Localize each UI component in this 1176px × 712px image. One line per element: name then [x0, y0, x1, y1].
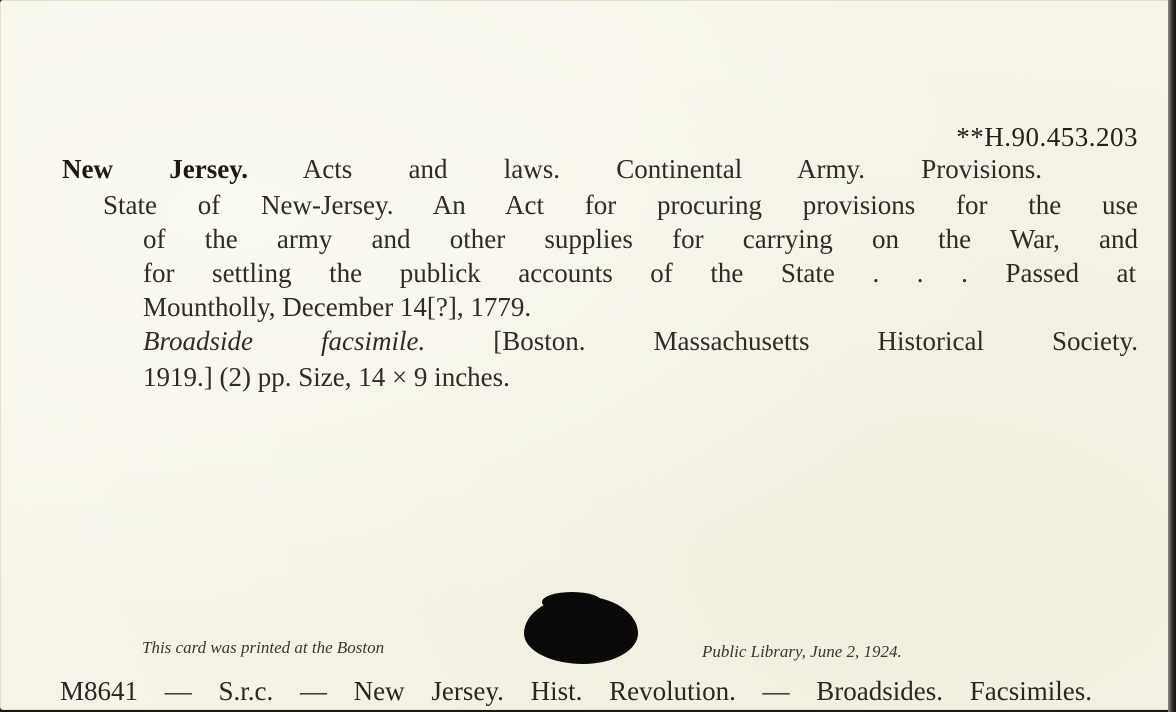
imprint-line	[143, 324, 1138, 358]
imprint-italic: Broadside facsimile.	[143, 326, 426, 356]
title-line-4: Mountholly, December 14[?], 1779.	[143, 292, 532, 322]
heading-subdivisions: Acts and laws. Continental Army. Provisions.	[302, 154, 1043, 184]
collation-line: 1919.] (2) pp. Size, 14 × 9 inches.	[143, 362, 510, 392]
call-number: **H.90.453.203	[956, 122, 1138, 152]
title-line-3: for settling the publick accounts of the State . . . Passed at	[143, 258, 1136, 288]
main-heading	[62, 152, 1042, 186]
printer-note-left: This card was printed at the Boston	[142, 638, 385, 657]
title-line-2: of the army and other supplies for carrying on the War, and	[143, 224, 1138, 254]
title-line-1: State of New-Jersey. An Act for procuring provisions for the use	[103, 190, 1138, 220]
scan-edge-shadow	[1168, 0, 1176, 712]
tracings-line: M8641 — S.r.c. — New Jersey. Hist. Revolution. — Broadsides. Facsimiles.	[60, 676, 1092, 706]
heading-subject: New Jersey.	[62, 154, 248, 184]
imprint-place: [Boston. Massachusetts Historical Society.	[493, 326, 1138, 356]
ink-blot	[524, 596, 638, 664]
printer-note-right: Public Library, June 2, 1924.	[702, 642, 902, 661]
